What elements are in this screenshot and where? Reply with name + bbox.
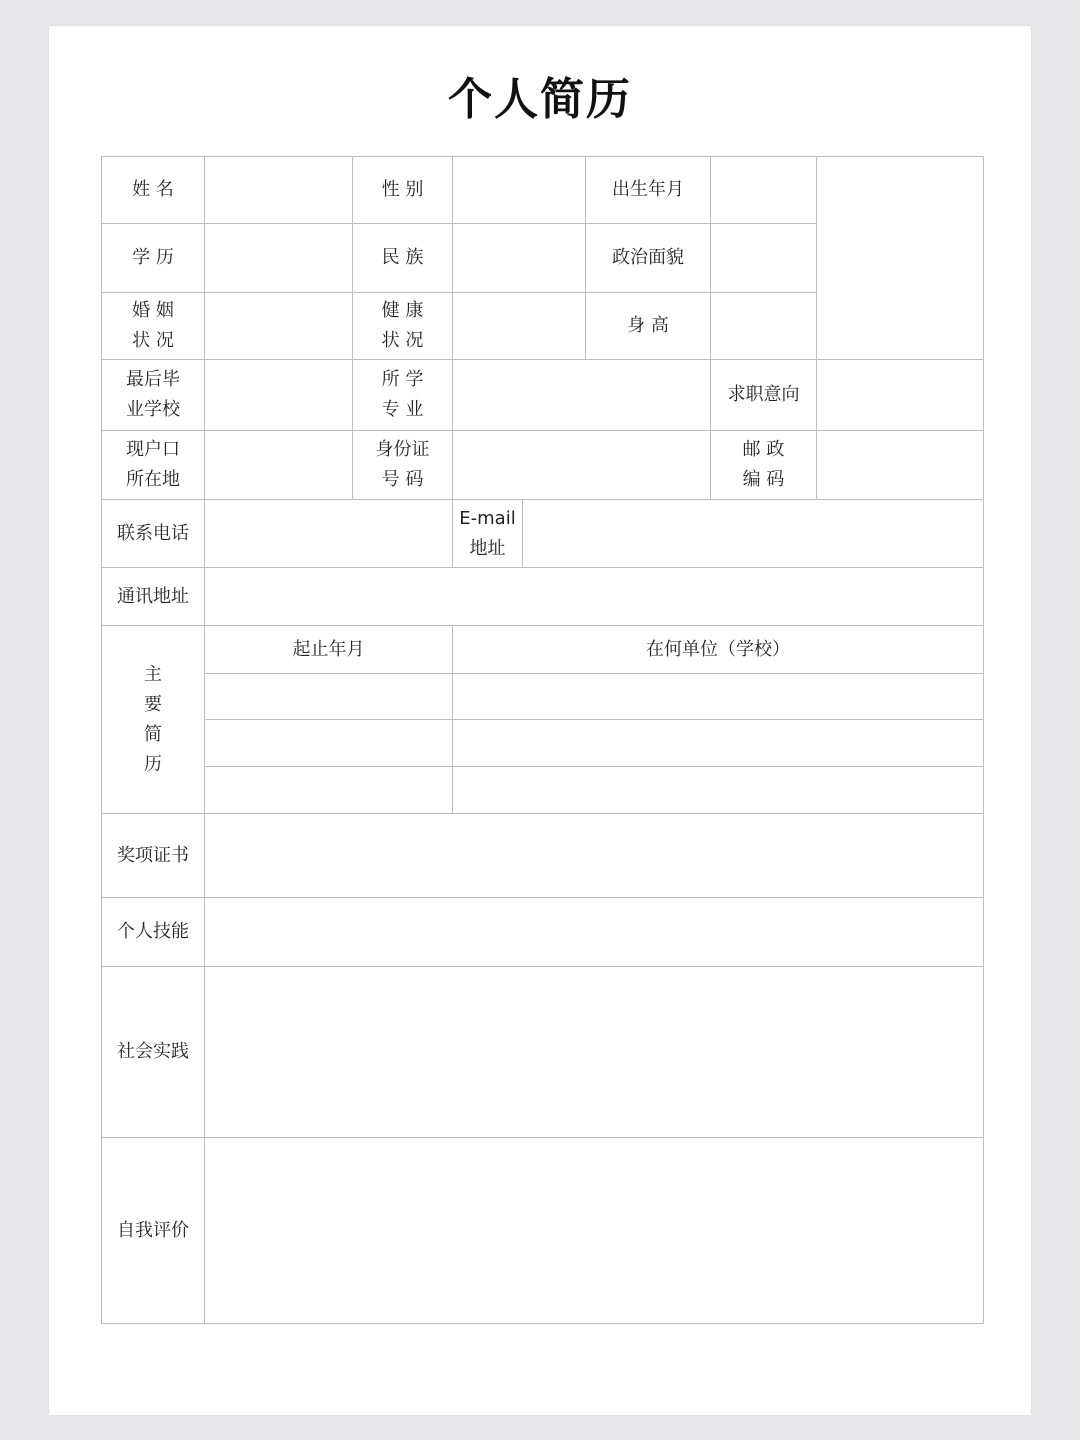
label-ethnicity: 民 族 — [353, 224, 453, 293]
history-row-1-period[interactable] — [205, 674, 453, 720]
history-row-3-period[interactable] — [205, 767, 453, 814]
input-name[interactable] — [205, 157, 353, 224]
input-height[interactable] — [711, 293, 817, 360]
label-hukou: 现户口 所在地 — [102, 431, 205, 500]
label-skills: 个人技能 — [102, 898, 205, 967]
input-political[interactable] — [711, 224, 817, 293]
label-political: 政治面貌 — [586, 224, 711, 293]
input-address[interactable] — [205, 568, 984, 626]
label-name: 姓 名 — [102, 157, 205, 224]
history-header-period: 起止年月 — [205, 626, 453, 674]
input-hukou[interactable] — [205, 431, 353, 500]
input-idcard[interactable] — [453, 431, 711, 500]
resume-paper — [49, 26, 1031, 1415]
input-email[interactable] — [523, 500, 984, 568]
label-major: 所 学 专 业 — [353, 360, 453, 431]
input-health[interactable] — [453, 293, 586, 360]
input-marital[interactable] — [205, 293, 353, 360]
page-title: 个人简历 — [448, 74, 632, 125]
label-main-history: 主 要 简 历 — [102, 626, 205, 814]
label-idcard: 身份证 号 码 — [353, 431, 453, 500]
input-awards[interactable] — [205, 814, 984, 898]
history-row-1-unit[interactable] — [453, 674, 984, 720]
input-birth[interactable] — [711, 157, 817, 224]
label-birth: 出生年月 — [586, 157, 711, 224]
label-school: 最后毕 业学校 — [102, 360, 205, 431]
history-header-unit: 在何单位（学校） — [453, 626, 984, 674]
input-gender[interactable] — [453, 157, 586, 224]
label-job-intent: 求职意向 — [711, 360, 817, 431]
label-awards: 奖项证书 — [102, 814, 205, 898]
history-row-3-unit[interactable] — [453, 767, 984, 814]
label-health: 健 康 状 况 — [353, 293, 453, 360]
input-skills[interactable] — [205, 898, 984, 967]
history-row-2-unit[interactable] — [453, 720, 984, 767]
photo-box[interactable] — [817, 157, 984, 360]
input-education[interactable] — [205, 224, 353, 293]
label-address: 通讯地址 — [102, 568, 205, 626]
input-postal[interactable] — [817, 431, 984, 500]
input-ethnicity[interactable] — [453, 224, 586, 293]
input-phone[interactable] — [205, 500, 453, 568]
input-self-eval[interactable] — [205, 1138, 984, 1324]
input-major[interactable] — [453, 360, 711, 431]
input-school[interactable] — [205, 360, 353, 431]
label-marital: 婚 姻 状 况 — [102, 293, 205, 360]
input-practice[interactable] — [205, 967, 984, 1138]
label-phone: 联系电话 — [102, 500, 205, 568]
label-gender: 性 别 — [353, 157, 453, 224]
label-practice: 社会实践 — [102, 967, 205, 1138]
input-job-intent[interactable] — [817, 360, 984, 431]
label-self-eval: 自我评价 — [102, 1138, 205, 1324]
label-postal: 邮 政 编 码 — [711, 431, 817, 500]
history-row-2-period[interactable] — [205, 720, 453, 767]
label-height: 身 高 — [586, 293, 711, 360]
label-email: E-mail 地址 — [453, 500, 523, 568]
resume-table — [101, 156, 984, 1324]
label-education: 学 历 — [102, 224, 205, 293]
